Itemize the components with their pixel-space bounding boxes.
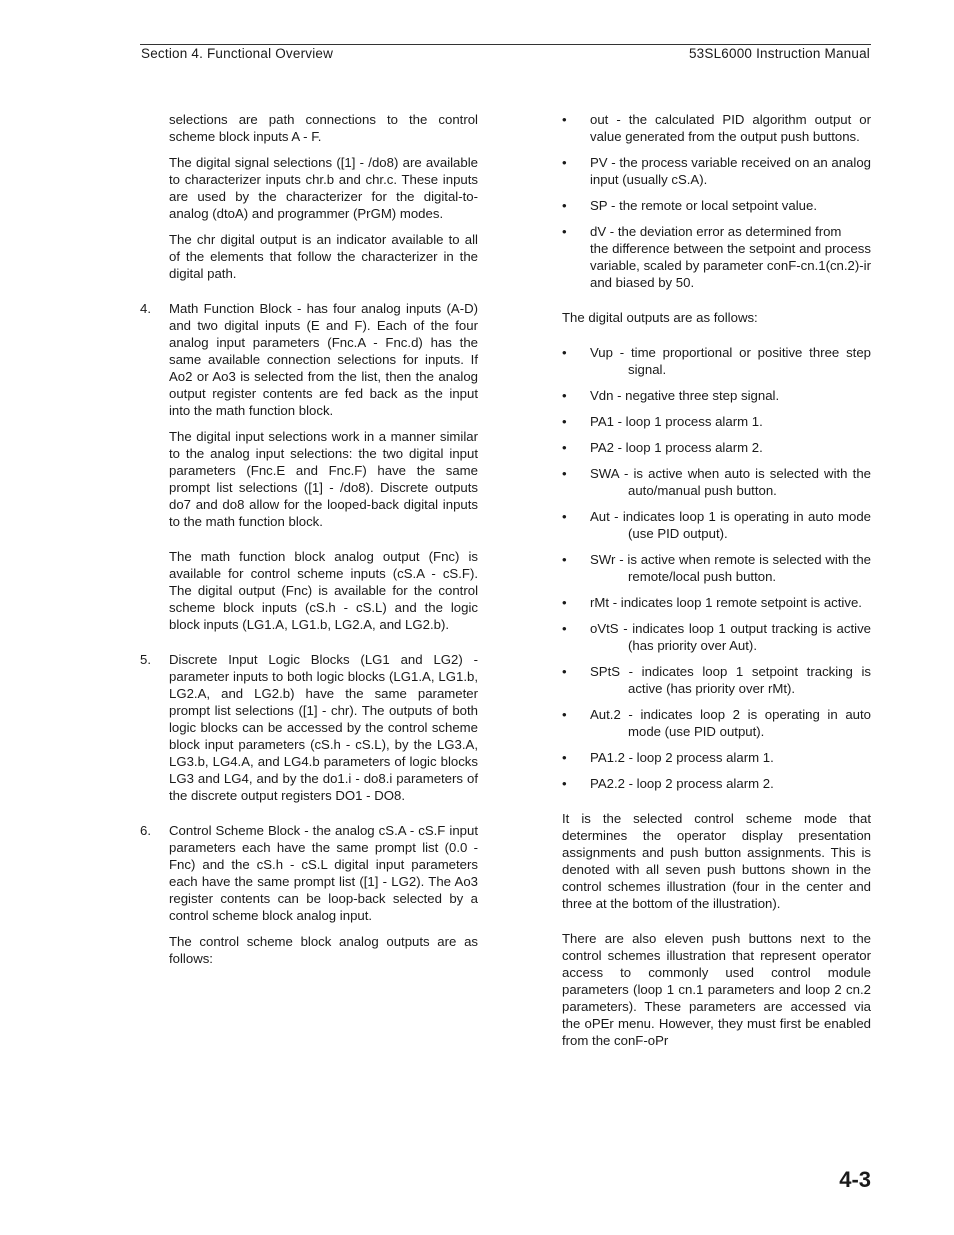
bullet-icon: • xyxy=(562,388,567,403)
list-item xyxy=(562,223,871,291)
bullet-text: rMt - indicates loop 1 remote setpoint is active. xyxy=(590,595,862,610)
list-item xyxy=(562,508,871,542)
list-item-5 xyxy=(140,651,478,804)
bullet-text: PV - the process variable received on an analog input (usually cS.A). xyxy=(590,155,871,187)
right-column xyxy=(562,111,871,1049)
paragraph: The math function block analog output (Fnc) is available for control scheme inputs (cS.A - cS.F). The digital output (Fnc) is available for the control scheme block inputs (cS.h - cS.L) and the logic block inputs (LG1.A, LG1.b, LG2.A, and LG2.b). xyxy=(169,549,478,632)
bullet-text: out - the calculated PID algorithm output or value generated from the output push buttons. xyxy=(590,112,871,144)
manual-title: 53SL6000 Instruction Manual xyxy=(688,46,870,61)
bullet-icon: • xyxy=(562,155,567,170)
list-item-4 xyxy=(140,300,478,633)
paragraph: There are also eleven push buttons next to the control schemes illustration that represent operator access to commonly used control module parameters (loop 1 cn.1 parameters and loop 2 cn.2 parameters). These parameters are accessed via the oPEr menu. However, they must first be enabled from the conF-oPr xyxy=(562,931,871,1048)
list-item xyxy=(562,439,871,456)
paragraph: The control scheme block analog outputs are as follows: xyxy=(169,934,478,966)
list-item xyxy=(562,706,871,740)
list-item xyxy=(562,387,871,404)
header-rule xyxy=(140,44,871,45)
list-item xyxy=(562,663,871,697)
bullet-text: SWr - is active when remote is selected with the remote/local push button. xyxy=(590,552,871,584)
bullet-text: Vup - time proportional or positive three step signal. xyxy=(590,345,871,377)
list-item xyxy=(562,344,871,378)
bullet-icon: • xyxy=(562,345,567,360)
paragraph: The digital signal selections ([1] - /do8) are available to characterizer inputs chr.b and chr.c. These inputs are used by the characterizer for the digital-to-analog (dtoA) and programmer (PrGM) modes. xyxy=(169,155,478,221)
bullet-icon: • xyxy=(562,440,567,455)
paragraph: Control Scheme Block - the analog cS.A - cS.F input parameters each have the same prompt list (0.0 - Fnc) and the cS.h - cS.L digital input parameters each have the same prompt list ([1] - LG2). The Ao3 register contents can be loop-back selected by a control scheme block analog input. xyxy=(169,823,478,923)
bullet-text: Vdn - negative three step signal. xyxy=(590,388,780,403)
list-item xyxy=(562,620,871,654)
bullet-icon: • xyxy=(562,552,567,567)
bullet-icon: • xyxy=(562,509,567,524)
paragraph: The digital outputs are as follows: xyxy=(562,310,758,325)
bullet-icon: • xyxy=(562,664,567,679)
bullet-text: SP - the remote or local setpoint value. xyxy=(590,198,817,213)
bullet-text: the difference between the setpoint and process variable, scaled by parameter conF-cn.1(cn.2)-ir and biased by 50. xyxy=(590,241,871,290)
list-item xyxy=(562,154,871,188)
bullet-text: PA2.2 - loop 2 process alarm 2. xyxy=(590,776,774,791)
bullet-icon: • xyxy=(562,707,567,722)
list-item xyxy=(562,551,871,585)
bullet-icon: • xyxy=(562,224,567,239)
bullet-text: PA1.2 - loop 2 process alarm 1. xyxy=(590,750,774,765)
paragraph: Discrete Input Logic Blocks (LG1 and LG2) - parameter inputs to both logic blocks (LG1.A, LG1.b, LG2.A, and LG2.b) have the same parameter prompt list selections ([1] - chr). The outputs of both logic blocks can be accessed by the control scheme block input parameters (cS.h - cS.L), by the LG3.A, LG3.b, LG4.A, and LG4.b parameters of logic blocks LG3 and LG4, and by the do1.i - do8.i parameters of the discrete output registers DO1 - DO8. xyxy=(169,652,478,803)
paragraph: selections are path connections to the control scheme block inputs A - F. xyxy=(169,112,478,144)
bullet-text: Aut - indicates loop 1 is operating in auto mode (use PID output). xyxy=(590,509,871,541)
bullet-icon: • xyxy=(562,776,567,791)
bullet-icon: • xyxy=(562,112,567,127)
list-item-6 xyxy=(140,822,478,967)
list-item xyxy=(562,775,871,792)
item-number: 4. xyxy=(140,301,151,316)
list-item xyxy=(562,594,871,611)
bullet-text: PA2 - loop 1 process alarm 2. xyxy=(590,440,763,455)
paragraph: The digital input selections work in a manner similar to the analog input selections: the two digital input parameters (Fnc.E and Fnc.F) have the same prompt list selections ([1] - /do8). Discrete outputs do7 and do8 allow for the looped-back digital inputs to the math function block. xyxy=(169,429,478,529)
paragraph: The chr digital output is an indicator available to all of the elements that follow the characterizer in the digital path. xyxy=(169,232,478,281)
bullet-icon: • xyxy=(562,466,567,481)
item-number: 5. xyxy=(140,652,151,667)
list-item xyxy=(562,413,871,430)
bullet-icon: • xyxy=(562,595,567,610)
digital-outputs-list xyxy=(562,344,871,792)
bullet-icon: • xyxy=(562,198,567,213)
section-title: Section 4. Functional Overview xyxy=(141,46,334,61)
list-item xyxy=(562,465,871,499)
bullet-icon: • xyxy=(562,414,567,429)
list-item xyxy=(562,749,871,766)
bullet-text: dV - the deviation error as determined from xyxy=(590,224,842,239)
bullet-icon: • xyxy=(562,621,567,636)
bullet-text: SPtS - indicates loop 1 setpoint tracking is active (has priority over rMt). xyxy=(590,664,871,696)
page-number: 4-3 xyxy=(839,1167,871,1192)
left-column xyxy=(140,111,478,967)
bullet-text: oVtS - indicates loop 1 output tracking is active (has priority over Aut). xyxy=(590,621,871,653)
paragraph: Math Function Block - has four analog inputs (A-D) and two digital inputs (E and F). Each of the four analog input parameters (Fnc.A - Fnc.d) has the same available connection selections for inputs. If Ao2 or Ao3 is selected from the list, then the analog output register contents are fed back as the input into the math function block. xyxy=(169,301,478,418)
paragraph: It is the selected control scheme mode that determines the operator display presentation assignments and push button assignments. This is denoted with all seven push buttons shown in the control schemes illustration (four in the center and three at the bottom of the illustration). xyxy=(562,811,871,911)
bullet-icon: • xyxy=(562,750,567,765)
item-number: 6. xyxy=(140,823,151,838)
list-item xyxy=(562,111,871,145)
bullet-text: SWA - is active when auto is selected with the auto/manual push button. xyxy=(590,466,871,498)
bullet-text: Aut.2 - indicates loop 2 is operating in auto mode (use PID output). xyxy=(590,707,871,739)
list-item xyxy=(562,197,871,214)
bullet-text: PA1 - loop 1 process alarm 1. xyxy=(590,414,763,429)
